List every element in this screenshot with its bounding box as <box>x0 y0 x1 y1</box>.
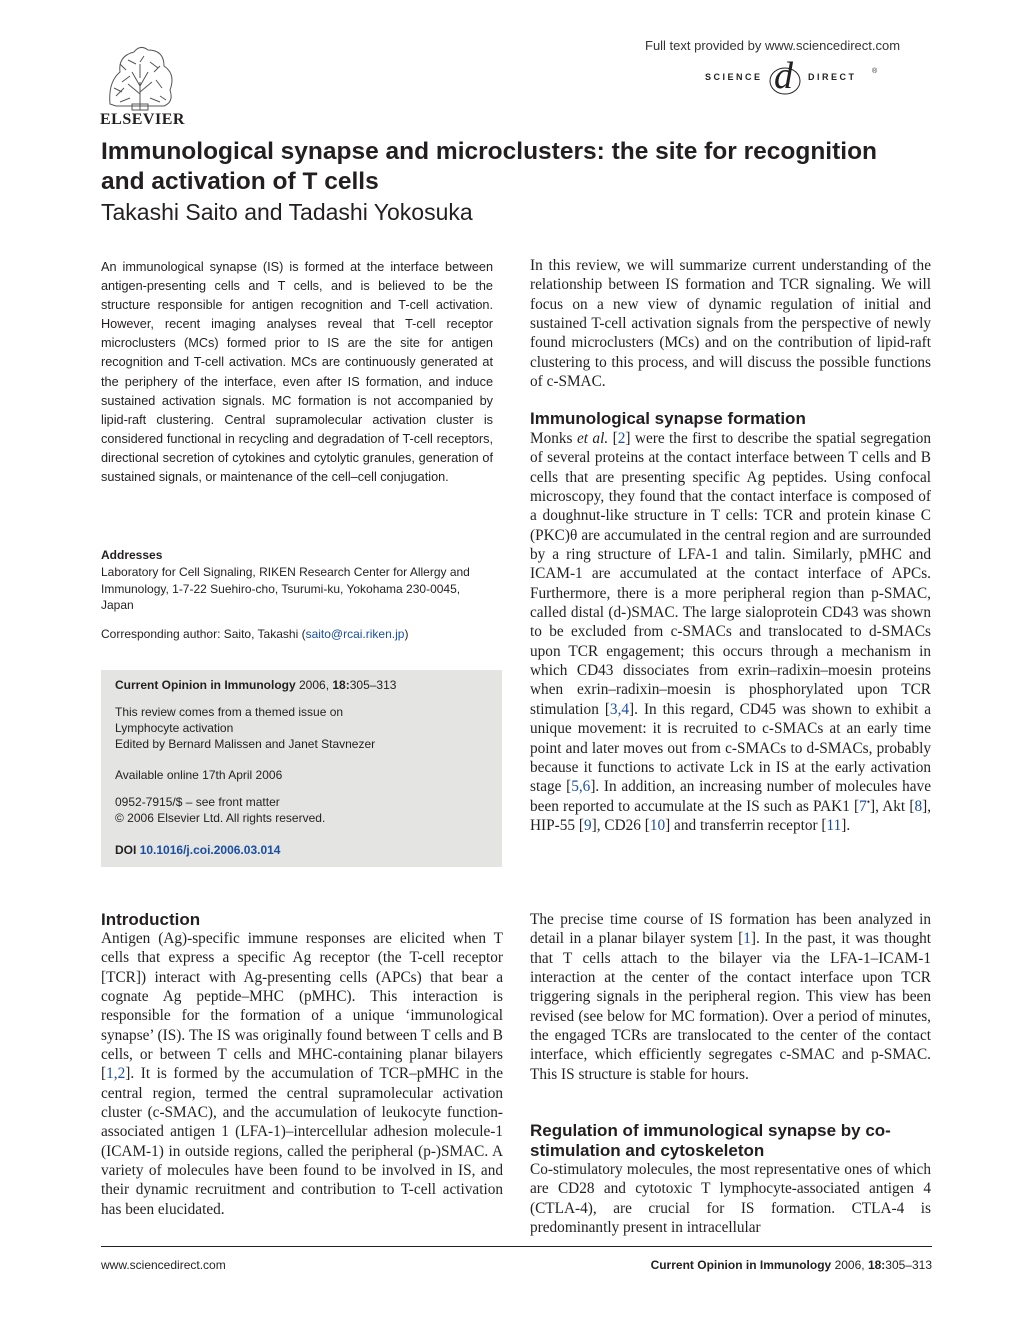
sd-logo-science: SCIENCE <box>705 72 763 82</box>
address-text: Laboratory for Cell Signaling, RIKEN Research Center for Allergy and Immunology, 1-7-22 Suehiro-cho, Tsurumi-ku, Yokohama 230-0045, Japan <box>101 565 470 612</box>
ref-link-10[interactable]: 10 <box>649 816 666 834</box>
intro-text-a: Antigen (Ag)-specific immune responses are elicited when T cells that express a specific Ag receptor (the T-cell receptor [TCR]) interact with Ag-presenting cells (APCs) that bear a cognate Ag peptide–MHC (pMHC). This interaction is responsible for the formation of a unique ‘immunological synapse’ (IS). The IS was originally found between T cells and B cells, or between T cells and MHC-containing planar bilayers [ <box>101 930 503 1083</box>
infobox-volume: 18: <box>332 678 350 692</box>
is-formation-paragraph-1: Monks et al. [2] were the first to describe the spatial segregation of several proteins at the contact interface between T cells and B cells that are presenting specific Ag peptides. Using confocal microscopy, they found that the contact interface is composed of a doughnut-like structure in T cells: TCR and protein kinase C (PKC)θ are accumulated in the central region and are surrounded by a ring structure of LFA-1 and talin. Similarly, pMHC and ICAM-1 are accumulated at the contact interface of APCs. Furthermore, there is a more peripheral region than p-SMAC, called distal (d-)SMAC. The large sialoprotein CD43 was shown to be excluded from c-SMACs and translocated to d-SMACs upon TCR engagement; this occurs through a mechanism in which CD43 dissociates from exrin–radixin–moesin proteins when exrin–radixin–moesin is phosphorylated upon TCR stimulation [3,4]. In this regard, CD45 was shown to exhibit a unique movement: it is recruited to c-SMACs at an early time point and later moves out from c-SMACs to d-SMACs, probably because it functions to activate Lck in IS at the early activation stage [5,6]. In addition, an increasing number of molecules have been reported to accumulate at the IS such as PAK1 [7•], Akt [8], HIP-55 [9], CD26 [10] and transferrin receptor [11]. <box>530 430 932 834</box>
infobox-year: 2006, <box>299 678 330 692</box>
infobox-available: Available online 17th April 2006 <box>115 768 283 782</box>
footer-pages: 305–313 <box>885 1258 932 1272</box>
ref-link-1-2[interactable]: 1,2 <box>106 1065 126 1083</box>
footer-url: www.sciencedirect.com <box>101 1258 226 1272</box>
infobox-themed-line1: This review comes from a themed issue on <box>115 705 344 719</box>
isf2-text-b: ]. In the past, it was thought that T cells attach to the bilayer via the LFA-1–ICAM-1 interaction at the center of the contact interface upon TCR triggering signals in the peripheral region. This view has been revised (see below for MC formation). Over a period of minutes, the engaged TCRs are translocated to the center of the contact interface, which efficiently segregates c-SMAC and p-SMAC. This IS structure is stable for hours. <box>530 930 931 1083</box>
regulation-paragraph: Co-stimulatory molecules, the most representative ones of which are CD28 and cytotoxic T lymphocyte-associated antigen 4 (CTLA-4), are crucial for IS formation. CTLA-4 is predominantly present in intracellular <box>530 1161 931 1237</box>
footer-year: 2006, <box>834 1258 865 1272</box>
infobox-citation <box>115 678 396 694</box>
isf-text-f: ], HIP-55 [ <box>530 797 932 834</box>
footer-journal: Current Opinion in Immunology <box>650 1258 832 1272</box>
ref-link-9[interactable]: 9 <box>583 816 592 834</box>
corresponding-close: ) <box>404 627 409 641</box>
sd-logo-reg: ® <box>872 68 878 75</box>
is-formation-paragraph-2 <box>530 910 931 1084</box>
isf-text-h: ] and transferrin receptor [ <box>665 816 827 834</box>
infobox-doi <box>115 843 280 859</box>
ref-link-7[interactable]: 7 <box>859 797 867 815</box>
corresponding-email-link[interactable]: saito@rcai.riken.jp <box>305 627 405 641</box>
isf-text-i: ]. <box>841 816 851 834</box>
infobox-doi-link[interactable]: 10.1016/j.coi.2006.03.014 <box>139 843 281 857</box>
infobox-journal: Current Opinion in Immunology <box>115 678 296 692</box>
sd-logo-mark: d <box>774 55 793 97</box>
ref-link-8[interactable]: 8 <box>914 797 923 815</box>
ref-link-2[interactable]: 2 <box>617 430 626 447</box>
isf2-text-a: The precise time course of IS formation has been analyzed in detail in a planar bilayer system [ <box>530 911 931 948</box>
isf-text-g: ], CD26 [ <box>591 816 650 834</box>
infobox-pages: 305–313 <box>349 678 397 692</box>
article-authors: Takashi Saito and Tadashi Yokosuka <box>101 199 473 225</box>
ref-link-1[interactable]: 1 <box>743 930 751 948</box>
elsevier-wordmark: ELSEVIER <box>100 111 185 128</box>
isf-etal: et al. <box>576 430 609 447</box>
sciencedirect-logo[interactable] <box>700 55 932 100</box>
addresses-heading: Addresses <box>101 548 163 562</box>
isf-text-a: Monks <box>530 430 577 447</box>
corresponding-author <box>101 627 496 641</box>
infobox-issn: 0952-7915/$ – see front matter <box>115 795 280 809</box>
article-info-box <box>101 670 502 867</box>
isf-text-e: ], Akt [ <box>869 797 915 815</box>
infobox-themed-line3: Edited by Bernard Malissen and Janet Stavnezer <box>115 737 376 751</box>
footer-citation <box>560 1258 932 1272</box>
footer-divider <box>101 1246 932 1247</box>
ref-7-bullet: • <box>866 796 870 807</box>
abstract: An immunological synapse (IS) is formed at the interface between antigen-presenting cells and T cells, and is believed to be the structure responsible for antigen recognition and T-cell activation. However, recent imaging analyses reveal that T-cell receptor microclusters (MCs) formed prior to IS are the site for antigen recognition and T-cell activation. MCs are continuously generated at the periphery of the interface, even after IS formation, and induce sustained activation signals. MC formation is not accompanied by lipid-raft clustering. Central supramolecular activation cluster is considered functional in recycling and degradation of T-cell receptors, directional secretion of cytokines and cytolytic granules, generation of sustained signals, or maintenance of the cell–cell conjugation. <box>101 260 493 485</box>
review-scope-paragraph: In this review, we will summarize current understanding of the relationship between IS formation and TCR signaling. We will focus on a new view of dynamic regulation of initial and sustained T-cell activation signals from the perspective of newly found microclusters (MCs) and on the contribution of lipid-raft clustering to this process, and will discuss the possible functions of c-SMAC. <box>530 257 931 391</box>
introduction-text <box>101 929 503 1219</box>
is-formation-heading: Immunological synapse formation <box>530 409 806 428</box>
ref-link-11[interactable]: 11 <box>826 816 842 834</box>
infobox-copyright: © 2006 Elsevier Ltd. All rights reserved. <box>115 811 326 825</box>
introduction-heading: Introduction <box>101 910 201 929</box>
isf-text-b: were the first to describe the spatial segregation of several proteins at the contact interface between T cells and B cells that are presenting specific Ag peptides. Using confocal microscopy, they found that the contact interface is composed of a doughnut-like structure in T cells: TCR and protein kinase C (PKC)θ are accumulated in the central region and are surrounded by a ring structure of LFA-1 and talin. Similarly, pMHC and ICAM-1 are accumulated at the contact interface of APCs. Furthermore, there is a more peripheral region than p-SMAC, called distal (d-)SMAC. The large sialoprotein CD43 was shown to be excluded from c-SMACs and translocated to d-SMACs upon TCR engagement; this occurs through a mechanism in which CD43 dissociates from exrin–radixin–moesin proteins when exrin–radixin–moesin is phosphorylated upon TCR stimulation [ <box>530 430 931 718</box>
intro-text-b: ]. It is formed by the accumulation of TCR–pMHC in the central region, termed the central supramolecular activation cluster (c-SMAC), and the accumulation of leukocyte function-associated antigen 1 (LFA-1)–intercellular adhesion molecule-1 (ICAM-1) in outside regions, called the peripheral (p-)SMAC. A variety of molecules have been found to be involved in IS, and their dynamic recruitment and contribution to T-cell activation has been elucidated. <box>101 1065 503 1218</box>
ref-link-3-4[interactable]: 3,4 <box>609 700 630 718</box>
article-title: Immunological synapse and microclusters: the site for recognition and activation of T cells <box>101 138 877 195</box>
ref-link-5-6[interactable]: 5,6 <box>571 778 591 796</box>
footer-volume: 18: <box>867 1258 886 1272</box>
infobox-doi-label: DOI <box>115 843 137 857</box>
corresponding-label: Corresponding author: Saito, Takashi ( <box>101 627 306 641</box>
isf-text-c: ]. In this regard, CD45 was shown to exhibit a unique movement: it is recruited to c-SMACs at an early time point and later moves out from c-SMACs to d-SMACs, probably because it functions to activate Lck in IS at the early activation stage [ <box>530 700 931 796</box>
isf-text-d: ]. In addition, an increasing number of molecules have been reported to accumulate at the IS such as PAK1 [ <box>530 778 931 815</box>
sd-logo-ring-icon <box>768 64 802 96</box>
infobox-themed-line2: Lymphocyte activation <box>115 721 234 735</box>
sd-logo-direct: DIRECT <box>808 72 857 82</box>
regulation-heading: Regulation of immunological synapse by co-stimulation and cytoskeleton <box>530 1121 891 1160</box>
full-text-note: Full text provided by www.sciencedirect.com <box>645 38 901 53</box>
